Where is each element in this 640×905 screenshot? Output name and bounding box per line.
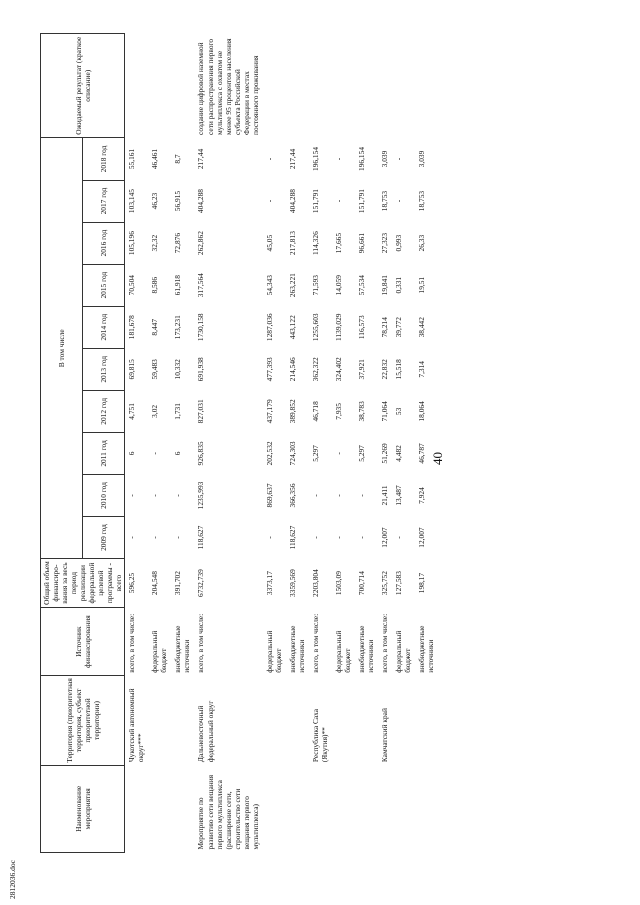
source-cell: федеральный бюджет (394, 630, 413, 673)
result-cell (355, 34, 378, 138)
header-result: Ожидаемый результат (краткое описание) (41, 34, 125, 138)
measure-name-cell (171, 765, 194, 852)
result-cell (378, 34, 392, 138)
year-value-cell: 262,862 (196, 231, 206, 256)
year-value-cell: 56,915 (173, 190, 183, 212)
table-row (125, 34, 149, 853)
total-cell: 391,702 (173, 571, 183, 596)
year-value-cell: 151,791 (310, 189, 320, 214)
year-value-cell: 4,482 (394, 445, 404, 462)
territory-cell (171, 676, 194, 765)
territory-cell (148, 676, 171, 765)
result-cell (392, 34, 415, 138)
table-body (125, 34, 438, 853)
source-cell: всего, в том числе: (127, 613, 137, 673)
year-value-cell: - (394, 157, 404, 161)
year-value-cell: 21,411 (380, 485, 389, 506)
year-value-cell: 46,461 (150, 148, 160, 170)
measure-name-cell (309, 765, 332, 852)
total-cell: 596,25 (127, 572, 137, 594)
table-row (263, 34, 286, 853)
result-cell (286, 34, 309, 138)
year-value-cell: 366,356 (287, 483, 297, 508)
year-value-cell: 477,393 (264, 357, 274, 382)
year-value-cell: 32,32 (150, 234, 160, 252)
year-value-cell: - (356, 494, 366, 497)
year-value-cell: 5,297 (356, 445, 366, 462)
table-row (309, 34, 332, 853)
year-value-cell: 18,753 (380, 190, 389, 212)
year-value-cell: - (173, 494, 183, 497)
year-value-cell: 437,179 (264, 399, 274, 424)
year-value-cell: 4,751 (127, 403, 137, 420)
year-value-cell: 324,402 (333, 357, 343, 382)
year-value-cell: 443,122 (287, 315, 297, 340)
year-value-cell: 45,05 (264, 234, 274, 252)
year-value-cell: - (394, 199, 404, 203)
year-value-cell: 8,447 (150, 318, 160, 336)
table-row (148, 34, 171, 853)
measure-name-cell (125, 765, 149, 852)
year-value-cell: 3,039 (417, 150, 427, 168)
year-value-cell: 691,938 (196, 357, 206, 382)
year-value-cell: 69,815 (127, 359, 137, 380)
year-value-cell: - (310, 536, 320, 539)
header-year: 2011 год (83, 432, 125, 474)
page-number: 40 (430, 452, 445, 465)
year-value-cell: 214,546 (287, 357, 297, 382)
year-value-cell: 14,059 (333, 275, 343, 296)
year-value-cell: 39,772 (394, 317, 404, 338)
year-value-cell: 38,783 (356, 401, 366, 422)
measure-name-cell: Мероприятие по развитию сети вещания первого мультиплекса (расширение сети, строительство сети вещания первого мультиплекса) (196, 774, 260, 850)
year-value-cell: 3,02 (150, 404, 160, 418)
year-value-cell: - (264, 199, 274, 203)
total-cell: 3373,17 (264, 571, 274, 596)
year-value-cell: 217,813 (287, 231, 297, 256)
year-value-cell: - (264, 157, 274, 161)
source-cell: всего, в том числе: (196, 613, 206, 673)
total-cell: 127,583 (394, 571, 404, 596)
source-cell: внебюджетные источники (287, 625, 306, 673)
year-value-cell: - (150, 536, 160, 539)
source-cell: всего, в том числе: (310, 613, 320, 673)
financing-table (40, 33, 438, 853)
territory-cell (392, 676, 415, 765)
year-value-cell: 404,288 (287, 189, 297, 214)
table-row (415, 34, 438, 853)
total-cell: 2203,804 (310, 569, 320, 597)
result-cell: создание цифровой наземной сети распространения первого мультиплекса с охватом не менее 95 процентов населения субъекта Российской Федерации в местах постоянного проживания (196, 38, 260, 135)
year-value-cell: 71,593 (310, 275, 320, 296)
territory-cell (286, 676, 309, 765)
territory-cell: Республика Саха (Якутия)** (310, 708, 329, 763)
year-value-cell: 72,876 (173, 232, 183, 254)
year-value-cell: - (150, 452, 160, 455)
year-value-cell: - (127, 536, 137, 539)
year-value-cell: 6 (127, 451, 137, 456)
year-value-cell: 70,504 (127, 275, 137, 296)
header-year: 2018 год (83, 138, 125, 180)
year-value-cell: 5,297 (310, 445, 320, 462)
year-value-cell: 217,44 (287, 148, 297, 170)
year-value-cell: - (356, 536, 366, 539)
year-value-cell: 18,753 (417, 190, 427, 212)
header-year: 2009 год (83, 517, 125, 559)
year-value-cell: 114,326 (310, 231, 320, 255)
year-value-cell: - (333, 157, 343, 161)
year-value-cell: 71,064 (380, 401, 389, 422)
year-value-cell: 1235,993 (196, 481, 206, 510)
table-row (378, 34, 392, 853)
year-value-cell: 3,039 (380, 150, 389, 168)
year-value-cell: 27,323 (380, 232, 389, 254)
year-value-cell: 362,322 (310, 357, 320, 382)
table-row (194, 34, 262, 853)
year-value-cell: 7,935 (333, 403, 343, 420)
year-value-cell: 54,343 (264, 275, 274, 296)
measure-name-cell (415, 765, 438, 852)
header-total: Общий объем финансиро-вания за весь период реализации федеральной целевой программы - всего (41, 559, 125, 608)
year-value-cell: 7,314 (417, 360, 427, 378)
source-cell: федеральный бюджет (333, 630, 352, 673)
table-row (171, 34, 194, 853)
year-value-cell: 46,23 (150, 192, 160, 210)
year-value-cell: 724,303 (287, 441, 297, 466)
year-value-cell: 78,214 (380, 317, 389, 338)
header-territory: Территория (приоритетная территория, субъект приоритетной территории) (41, 676, 125, 765)
table-row (286, 34, 309, 853)
year-value-cell: - (333, 452, 343, 455)
header-name: Наименование мероприятия (41, 765, 125, 852)
measure-name-cell (355, 765, 378, 852)
year-value-cell: 57,534 (356, 275, 366, 296)
source-cell: внебюджетные источники (173, 625, 192, 673)
header-year: 2012 год (83, 390, 125, 432)
year-value-cell: 389,852 (287, 399, 297, 424)
year-value-cell: 151,791 (356, 189, 366, 214)
territory-cell: Дальневосточный федеральный округ (196, 700, 215, 763)
year-value-cell: - (127, 494, 137, 497)
header-year: 2010 год (83, 474, 125, 516)
result-cell (125, 34, 149, 138)
header-year: 2016 год (83, 222, 125, 264)
header-year: 2015 год (83, 264, 125, 306)
year-value-cell: 18,064 (417, 401, 427, 422)
total-cell: 1503,09 (333, 571, 343, 596)
table-row (332, 34, 355, 853)
year-value-cell: 59,483 (150, 359, 160, 380)
year-value-cell: 17,665 (333, 232, 343, 254)
year-value-cell: 12,007 (417, 527, 427, 548)
year-value-cell: 8,586 (150, 276, 160, 294)
territory-cell: Чукотский автономный округ*** (127, 688, 146, 763)
total-cell: 198,17 (417, 572, 427, 594)
source-cell: внебюджетные источники (356, 625, 375, 673)
year-value-cell: 263,221 (287, 273, 297, 298)
year-value-cell: 926,835 (196, 441, 206, 466)
total-cell: 325,752 (380, 571, 389, 596)
year-value-cell: 19,841 (380, 275, 389, 296)
territory-cell (332, 676, 355, 765)
territory-cell (263, 676, 286, 765)
year-value-cell: 51,269 (380, 443, 389, 464)
year-value-cell: 202,532 (264, 441, 274, 466)
year-value-cell: 61,918 (173, 275, 183, 296)
header-source: Источник финансирования (41, 608, 125, 676)
year-value-cell: 105,196 (127, 231, 137, 256)
header-year: 2014 год (83, 306, 125, 348)
year-value-cell: 6 (173, 451, 183, 456)
year-value-cell: 26,33 (417, 234, 427, 252)
total-cell: 700,714 (356, 571, 366, 596)
year-value-cell: 53 (394, 407, 404, 416)
year-value-cell: 37,921 (356, 359, 366, 380)
source-cell: внебюджетные источники (417, 625, 436, 673)
year-value-cell: 116,573 (356, 315, 366, 340)
year-value-cell: 1139,029 (333, 313, 343, 341)
year-value-cell: 12,007 (380, 527, 389, 548)
header-group: В том числе (41, 138, 83, 559)
year-value-cell: 0,993 (394, 234, 404, 252)
year-value-cell: - (333, 494, 343, 497)
year-value-cell: - (264, 536, 274, 539)
year-value-cell: 46,787 (417, 443, 427, 464)
table-row (392, 34, 415, 853)
measure-name-cell (286, 765, 309, 852)
table-row (355, 34, 378, 853)
result-cell (415, 34, 438, 138)
result-cell (332, 34, 355, 138)
year-value-cell: 173,231 (173, 315, 183, 340)
measure-name-cell (392, 765, 415, 852)
year-value-cell: - (150, 494, 160, 497)
year-value-cell: 196,154 (356, 146, 366, 171)
total-cell: 204,548 (150, 571, 160, 596)
year-value-cell: 317,564 (196, 273, 206, 298)
year-value-cell: - (310, 494, 320, 497)
total-cell: 6732,739 (196, 569, 206, 597)
year-value-cell: 10,332 (173, 359, 183, 380)
year-value-cell: 181,678 (127, 315, 137, 340)
result-cell (309, 34, 332, 138)
measure-name-cell (148, 765, 171, 852)
year-value-cell: 1255,603 (310, 313, 320, 342)
document-id: 2812036.doc (8, 860, 17, 899)
territory-cell: Камчатский край (380, 708, 389, 763)
year-value-cell: 196,154 (310, 146, 320, 171)
result-cell (171, 34, 194, 138)
year-value-cell: - (394, 536, 404, 539)
year-value-cell: 118,627 (287, 525, 297, 550)
year-value-cell: 1,731 (173, 403, 183, 420)
year-value-cell: - (173, 536, 183, 539)
year-value-cell: 15,518 (394, 359, 404, 380)
year-value-cell: 22,832 (380, 359, 389, 380)
year-value-cell: 404,288 (196, 189, 206, 214)
year-value-cell: 8,7 (173, 154, 183, 164)
header-year: 2013 год (83, 348, 125, 390)
measure-name-cell (378, 765, 392, 852)
territory-cell (415, 676, 438, 765)
source-cell: федеральный бюджет (264, 630, 283, 673)
year-value-cell: 118,627 (196, 525, 206, 550)
measure-name-cell (263, 765, 286, 852)
year-value-cell: 96,661 (356, 232, 366, 254)
year-value-cell: 38,442 (417, 317, 427, 338)
header-year: 2017 год (83, 180, 125, 222)
year-value-cell: 1287,036 (264, 313, 274, 342)
year-value-cell: 217,44 (196, 148, 206, 170)
year-value-cell: 19,51 (417, 276, 427, 294)
year-value-cell: 0,331 (394, 276, 404, 294)
year-value-cell: 13,487 (394, 485, 404, 506)
source-cell: всего, в том числе: (380, 613, 389, 673)
territory-cell (355, 676, 378, 765)
result-cell (148, 34, 171, 138)
year-value-cell: 869,637 (264, 483, 274, 508)
year-value-cell: 1730,158 (196, 313, 206, 342)
year-value-cell: 46,718 (310, 401, 320, 422)
result-cell (263, 34, 286, 138)
year-value-cell: 7,924 (417, 487, 427, 504)
year-value-cell: 827,031 (196, 399, 206, 424)
total-cell: 3359,569 (287, 569, 297, 597)
year-value-cell: - (333, 536, 343, 539)
year-value-cell: - (333, 199, 343, 203)
measure-name-cell (332, 765, 355, 852)
year-value-cell: 103,145 (127, 189, 137, 214)
source-cell: федеральный бюджет (150, 630, 169, 673)
year-value-cell: 55,161 (127, 148, 137, 170)
